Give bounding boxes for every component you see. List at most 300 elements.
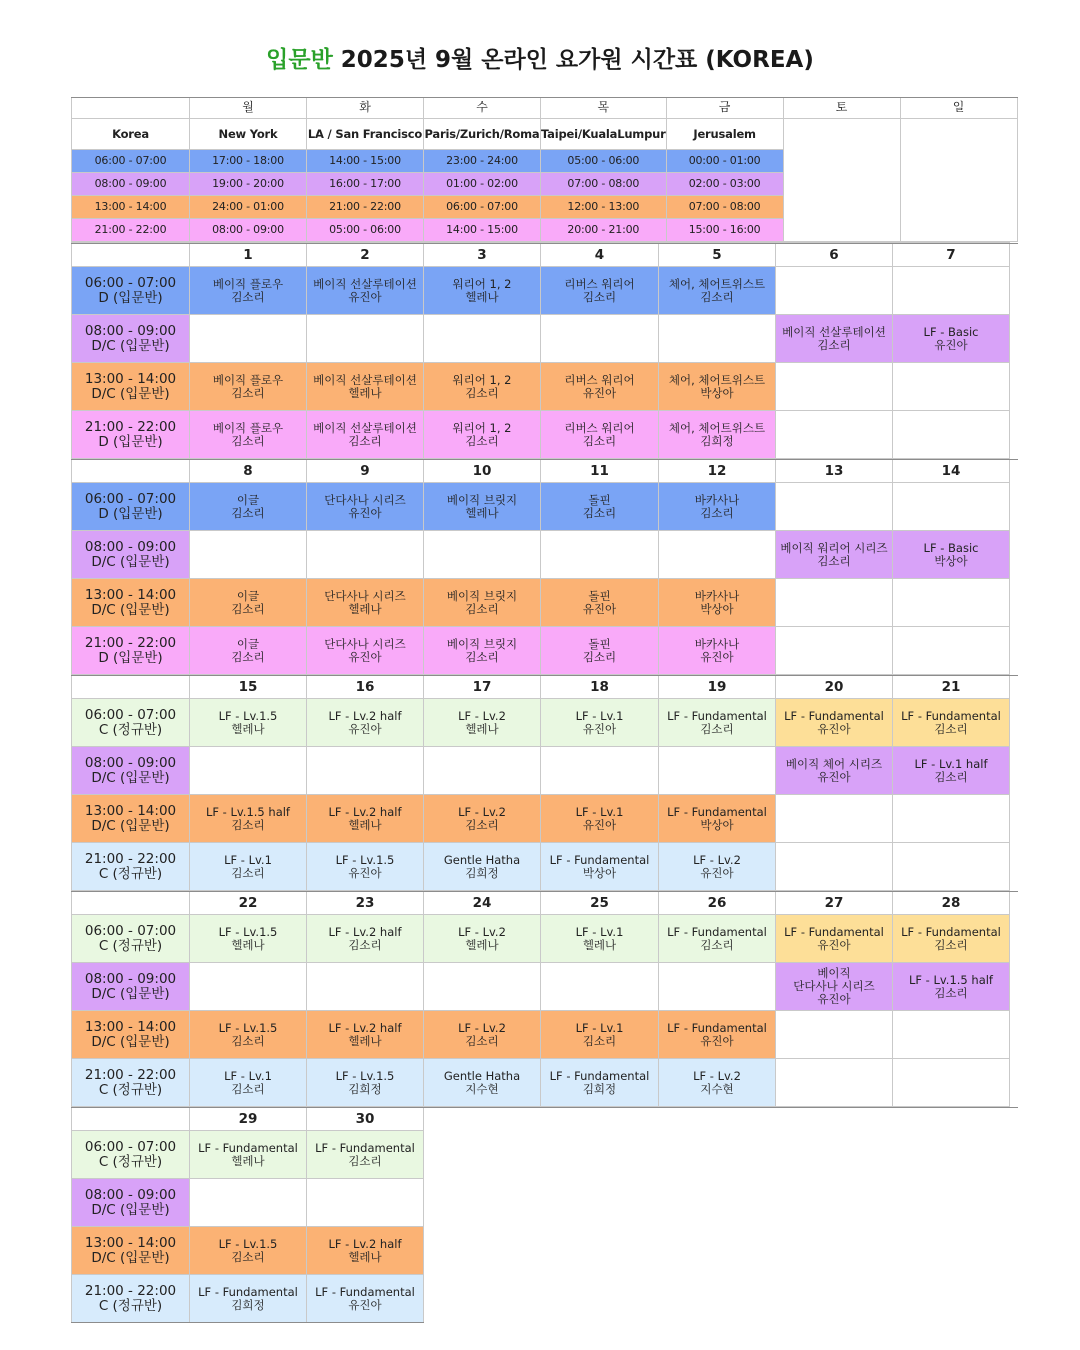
class-line: LF - Lv.1.5 xyxy=(218,924,278,939)
slot-time: 08:00 - 09:00 xyxy=(84,970,177,987)
class-cell xyxy=(659,699,776,747)
class-line: LF - Fundamental xyxy=(315,1140,415,1155)
class-cell xyxy=(307,1227,424,1275)
class-line: 김소리 xyxy=(700,289,734,304)
class-cell xyxy=(893,699,1010,747)
converted-time: 12:00 - 13:00 xyxy=(541,196,667,219)
date-number: 18 xyxy=(541,675,659,699)
schedule-table xyxy=(71,242,1010,1323)
class-line: LF - Lv.2 half xyxy=(328,1236,402,1251)
date-corner xyxy=(72,1107,190,1131)
class-cell xyxy=(424,795,541,843)
class-line: 헬레나 xyxy=(465,289,499,304)
time-slot-row xyxy=(72,363,1010,411)
class-cell xyxy=(776,531,893,579)
date-number: 2 xyxy=(307,243,424,267)
time-slot-row xyxy=(72,747,1010,795)
empty-cell xyxy=(893,1059,1010,1107)
class-cell xyxy=(424,915,541,963)
class-cell xyxy=(541,1011,659,1059)
class-cell xyxy=(190,795,307,843)
class-line: 박상아 xyxy=(934,553,968,568)
class-line: 체어, 체어트위스트 xyxy=(668,276,766,291)
class-line: 리버스 워리어 xyxy=(564,372,635,387)
slot-label xyxy=(72,267,190,315)
date-number: 20 xyxy=(776,675,893,699)
class-cell xyxy=(307,699,424,747)
slot-label xyxy=(72,1131,190,1179)
class-line: LF - Basic xyxy=(923,324,979,339)
class-line: 김소리 xyxy=(231,289,265,304)
slot-label xyxy=(72,363,190,411)
slot-time: 06:00 - 07:00 xyxy=(84,274,177,291)
class-line: 유진아 xyxy=(817,769,851,784)
class-line: LF - Fundamental xyxy=(901,708,1001,723)
empty-cell xyxy=(776,579,893,627)
class-cell xyxy=(424,843,541,891)
class-line: LF - Lv.2 half xyxy=(328,804,402,819)
class-line: 헬레나 xyxy=(231,1153,265,1168)
weekday-corner xyxy=(72,98,190,119)
empty-cell xyxy=(659,747,776,795)
slot-time: 06:00 - 07:00 xyxy=(84,1138,177,1155)
section-divider xyxy=(71,459,1018,460)
class-line: 베이직 선살루테이션 xyxy=(313,276,417,291)
class-cell xyxy=(541,795,659,843)
city-header-row xyxy=(72,119,1018,150)
class-line: 김소리 xyxy=(231,1081,265,1096)
class-cell xyxy=(541,843,659,891)
class-line: 베이직 체어 시리즈 xyxy=(785,756,883,771)
class-cell xyxy=(541,915,659,963)
class-line: LF - Fundamental xyxy=(784,708,884,723)
class-cell xyxy=(307,483,424,531)
date-number: 6 xyxy=(776,243,893,267)
slot-type: D (입문반) xyxy=(98,433,163,450)
empty-cell xyxy=(893,579,1010,627)
class-line: 바카사나 xyxy=(694,492,740,507)
converted-time: 17:00 - 18:00 xyxy=(190,150,307,173)
class-line: LF - Lv.1 xyxy=(575,804,624,819)
class-line: 체어, 체어트위스트 xyxy=(668,420,766,435)
city-header: New York xyxy=(190,119,307,150)
section-divider xyxy=(71,97,1018,98)
class-cell xyxy=(893,915,1010,963)
empty-cell xyxy=(893,795,1010,843)
class-line: LF - Lv.1 half xyxy=(914,756,988,771)
page-title xyxy=(0,40,1080,80)
class-cell xyxy=(893,747,1010,795)
class-cell xyxy=(424,267,541,315)
class-line: 지수현 xyxy=(465,1081,499,1096)
class-cell xyxy=(776,747,893,795)
class-line: 헬레나 xyxy=(348,1249,382,1264)
time-slot-row xyxy=(72,315,1010,363)
class-line: 김소리 xyxy=(582,433,617,448)
class-cell xyxy=(190,1011,307,1059)
class-line: 유진아 xyxy=(817,721,851,736)
weekend-blank xyxy=(783,119,900,242)
class-line: 박상아 xyxy=(700,601,734,616)
slot-type: C (정규반) xyxy=(98,865,163,882)
class-line: 돌핀 xyxy=(588,492,611,507)
class-cell xyxy=(307,915,424,963)
class-cell xyxy=(190,1059,307,1107)
class-line: 바카사나 xyxy=(694,588,740,603)
slot-time: 08:00 - 09:00 xyxy=(84,322,177,339)
time-slot-row xyxy=(72,531,1010,579)
class-cell xyxy=(190,1275,307,1323)
class-line: 김소리 xyxy=(700,505,734,520)
class-line: 김소리 xyxy=(465,433,499,448)
empty-cell xyxy=(424,315,541,363)
class-line: 김소리 xyxy=(348,937,382,952)
class-cell xyxy=(424,627,541,675)
class-line: 베이직 플로우 xyxy=(212,276,284,291)
date-number: 14 xyxy=(893,459,1010,483)
converted-time: 01:00 - 02:00 xyxy=(424,173,541,196)
class-line: 바카사나 xyxy=(694,636,740,651)
slot-label xyxy=(72,315,190,363)
time-slot-row xyxy=(72,483,1010,531)
class-cell xyxy=(541,579,659,627)
empty-area xyxy=(424,1107,1010,1323)
class-cell xyxy=(190,411,307,459)
empty-cell xyxy=(541,747,659,795)
time-slot-row xyxy=(72,1059,1010,1107)
date-number: 11 xyxy=(541,459,659,483)
slot-label xyxy=(72,795,190,843)
class-line: 김소리 xyxy=(465,385,499,400)
class-line: 유진아 xyxy=(817,937,851,952)
weekday-header: 화 xyxy=(307,98,424,119)
class-cell xyxy=(659,363,776,411)
city-header: Korea xyxy=(72,119,190,150)
class-line: 유진아 xyxy=(582,721,617,736)
class-cell xyxy=(424,579,541,627)
class-cell xyxy=(307,843,424,891)
date-number: 7 xyxy=(893,243,1010,267)
class-line: 베이직 워리어 시리즈 xyxy=(780,540,888,555)
weekday-header: 수 xyxy=(424,98,541,119)
empty-cell xyxy=(307,963,424,1011)
class-line: 유진아 xyxy=(348,289,382,304)
date-corner xyxy=(72,243,190,267)
class-line: LF - Lv.2 half xyxy=(328,1020,402,1035)
weekday-header: 월 xyxy=(190,98,307,119)
class-cell xyxy=(541,627,659,675)
date-number: 8 xyxy=(190,459,307,483)
slot-label xyxy=(72,1179,190,1227)
slot-type: D/C (입문반) xyxy=(91,1201,170,1218)
slot-time: 21:00 - 22:00 xyxy=(84,1066,177,1083)
date-number: 16 xyxy=(307,675,424,699)
class-line: 김소리 xyxy=(231,601,265,616)
class-cell xyxy=(659,795,776,843)
class-line: LF - Lv.2 xyxy=(458,924,506,939)
date-number: 3 xyxy=(424,243,541,267)
class-line: 김희정 xyxy=(700,433,734,448)
date-header-row xyxy=(72,891,1010,915)
class-cell xyxy=(893,963,1010,1011)
class-cell xyxy=(893,531,1010,579)
slot-time: 13:00 - 14:00 xyxy=(84,1234,177,1251)
slot-type: C (정규반) xyxy=(98,1297,163,1314)
class-line: LF - Lv.2 xyxy=(693,852,741,867)
date-number: 21 xyxy=(893,675,1010,699)
empty-cell xyxy=(190,1179,307,1227)
class-line: LF - Lv.2 xyxy=(458,804,506,819)
class-cell xyxy=(190,699,307,747)
class-line: 김희정 xyxy=(465,865,499,880)
empty-cell xyxy=(541,315,659,363)
class-line: LF - Lv.1 xyxy=(575,708,624,723)
slot-time: 08:00 - 09:00 xyxy=(84,538,177,555)
class-line: 김희정 xyxy=(582,1081,617,1096)
date-number: 15 xyxy=(190,675,307,699)
class-line: 헬레나 xyxy=(582,937,617,952)
slot-label xyxy=(72,531,190,579)
class-line: 김소리 xyxy=(231,505,265,520)
slot-time: 06:00 - 07:00 xyxy=(84,706,177,723)
class-cell xyxy=(424,363,541,411)
date-header-row xyxy=(72,459,1010,483)
converted-time: 07:00 - 08:00 xyxy=(666,196,783,219)
class-line: 유진아 xyxy=(348,649,382,664)
class-cell xyxy=(307,363,424,411)
converted-time: 05:00 - 06:00 xyxy=(307,219,424,242)
converted-time: 13:00 - 14:00 xyxy=(72,196,190,219)
weekday-header: 목 xyxy=(541,98,667,119)
empty-cell xyxy=(190,963,307,1011)
class-cell xyxy=(307,627,424,675)
slot-time: 13:00 - 14:00 xyxy=(84,370,177,387)
class-line: 유진아 xyxy=(700,649,734,664)
slot-time: 13:00 - 14:00 xyxy=(84,586,177,603)
class-line: 박상아 xyxy=(700,817,734,832)
class-line: 워리어 1, 2 xyxy=(452,372,512,387)
class-line: 단다사나 시리즈 xyxy=(793,979,875,993)
slot-type: C (정규반) xyxy=(98,937,163,954)
empty-cell xyxy=(307,315,424,363)
class-line: 유진아 xyxy=(817,992,851,1006)
class-cell xyxy=(307,1059,424,1107)
converted-time: 23:00 - 24:00 xyxy=(424,150,541,173)
class-line: 단다사나 시리즈 xyxy=(324,588,406,603)
date-number: 12 xyxy=(659,459,776,483)
time-slot-row xyxy=(72,795,1010,843)
converted-time: 24:00 - 01:00 xyxy=(190,196,307,219)
empty-cell xyxy=(893,843,1010,891)
class-line: 김소리 xyxy=(465,817,499,832)
class-cell xyxy=(190,363,307,411)
empty-cell xyxy=(776,843,893,891)
class-line: 단다사나 시리즈 xyxy=(324,636,406,651)
class-line: LF - Lv.2 xyxy=(693,1068,741,1083)
slot-type: D/C (입문반) xyxy=(91,337,170,354)
class-line: 김소리 xyxy=(934,721,968,736)
class-line: LF - Lv.1.5 xyxy=(218,1236,278,1251)
class-line: 이글 xyxy=(236,588,260,603)
class-line: 김소리 xyxy=(348,433,382,448)
class-line: LF - Fundamental xyxy=(667,708,767,723)
class-line: 리버스 워리어 xyxy=(564,420,635,435)
class-cell xyxy=(307,1011,424,1059)
class-cell xyxy=(659,579,776,627)
slot-time: 21:00 - 22:00 xyxy=(84,850,177,867)
converted-time: 21:00 - 22:00 xyxy=(72,219,190,242)
class-line: 베이직 선살루테이션 xyxy=(782,324,886,339)
slot-label xyxy=(72,963,190,1011)
slot-time: 08:00 - 09:00 xyxy=(84,1186,177,1203)
date-number: 19 xyxy=(659,675,776,699)
slot-label xyxy=(72,843,190,891)
slot-type: D/C (입문반) xyxy=(91,769,170,786)
slot-label xyxy=(72,699,190,747)
class-line: 베이직 브릿지 xyxy=(446,492,518,507)
section-divider xyxy=(71,243,1018,244)
empty-cell xyxy=(190,531,307,579)
class-line: LF - Lv.2 xyxy=(458,708,506,723)
class-line: 김희정 xyxy=(231,1297,265,1312)
class-cell xyxy=(776,963,893,1011)
weekday-header-row xyxy=(72,98,1018,119)
slot-time: 06:00 - 07:00 xyxy=(84,490,177,507)
date-number: 25 xyxy=(541,891,659,915)
class-line: 김소리 xyxy=(700,937,734,952)
time-slot-row xyxy=(72,1011,1010,1059)
class-line: LF - Fundamental xyxy=(667,1020,767,1035)
schedule-sheet xyxy=(71,97,1018,1323)
empty-cell xyxy=(893,267,1010,315)
slot-type: C (정규반) xyxy=(98,1081,163,1098)
date-number: 17 xyxy=(424,675,541,699)
class-line: 김희정 xyxy=(348,1081,382,1096)
empty-cell xyxy=(776,1059,893,1107)
slot-time: 21:00 - 22:00 xyxy=(84,1282,177,1299)
class-line: 김소리 xyxy=(231,817,265,832)
class-line: 베이직 플로우 xyxy=(212,420,284,435)
class-line: 김소리 xyxy=(817,337,851,352)
class-line: LF - Lv.1 xyxy=(575,1020,624,1035)
date-number: 23 xyxy=(307,891,424,915)
slot-label xyxy=(72,411,190,459)
class-line: 베이직 선살루테이션 xyxy=(313,420,417,435)
class-line: 이글 xyxy=(236,492,260,507)
empty-cell xyxy=(659,963,776,1011)
class-cell xyxy=(541,483,659,531)
date-number: 10 xyxy=(424,459,541,483)
empty-cell xyxy=(307,1179,424,1227)
time-slot-row xyxy=(72,267,1010,315)
converted-time: 06:00 - 07:00 xyxy=(72,150,190,173)
class-line: 김소리 xyxy=(582,289,617,304)
class-cell xyxy=(424,411,541,459)
class-line: 유진아 xyxy=(348,1297,382,1312)
class-line: LF - Lv.1.5 half xyxy=(909,972,993,987)
slot-type: D/C (입문반) xyxy=(91,601,170,618)
class-cell xyxy=(893,315,1010,363)
class-line: 단다사나 시리즈 xyxy=(324,492,406,507)
timezone-table xyxy=(71,97,1018,242)
slot-label xyxy=(72,483,190,531)
slot-type: C (정규반) xyxy=(98,721,163,738)
slot-label xyxy=(72,1275,190,1323)
class-line: 유진아 xyxy=(348,721,382,736)
converted-time: 02:00 - 03:00 xyxy=(666,173,783,196)
class-cell xyxy=(307,1275,424,1323)
class-line: 돌핀 xyxy=(588,588,611,603)
empty-cell xyxy=(776,267,893,315)
class-line: 박상아 xyxy=(582,865,617,880)
date-header-row xyxy=(72,675,1010,699)
class-line: 워리어 1, 2 xyxy=(452,420,512,435)
class-line: 김소리 xyxy=(934,985,968,1000)
class-line: 워리어 1, 2 xyxy=(452,276,512,291)
converted-time: 20:00 - 21:00 xyxy=(541,219,667,242)
class-cell xyxy=(776,699,893,747)
slot-type: D (입문반) xyxy=(98,289,163,306)
empty-cell xyxy=(190,315,307,363)
date-corner xyxy=(72,459,190,483)
time-slot-row xyxy=(72,963,1010,1011)
class-line: 유진아 xyxy=(700,1033,734,1048)
class-line: LF - Fundamental xyxy=(315,1284,415,1299)
title-text: 2025년 9월 온라인 요가원 시간표 (KOREA) xyxy=(332,47,814,73)
class-line: 김소리 xyxy=(582,649,617,664)
date-number: 22 xyxy=(190,891,307,915)
class-line: 유진아 xyxy=(700,865,734,880)
class-cell xyxy=(541,363,659,411)
date-number: 1 xyxy=(190,243,307,267)
class-line: 유진아 xyxy=(934,337,968,352)
class-line: 김소리 xyxy=(582,505,617,520)
date-number: 29 xyxy=(190,1107,307,1131)
class-line: LF - Lv.2 half xyxy=(328,924,402,939)
class-cell xyxy=(659,843,776,891)
empty-cell xyxy=(659,315,776,363)
class-line: LF - Fundamental xyxy=(667,804,767,819)
class-line: Gentle Hatha xyxy=(443,1068,521,1083)
empty-cell xyxy=(776,363,893,411)
class-line: 김소리 xyxy=(231,385,265,400)
date-corner xyxy=(72,891,190,915)
slot-time: 06:00 - 07:00 xyxy=(84,922,177,939)
class-line: 김소리 xyxy=(231,1033,265,1048)
class-line: 김소리 xyxy=(817,553,851,568)
class-line: 김소리 xyxy=(934,937,968,952)
slot-type: D/C (입문반) xyxy=(91,385,170,402)
time-slot-row xyxy=(72,411,1010,459)
converted-time: 08:00 - 09:00 xyxy=(190,219,307,242)
converted-time: 15:00 - 16:00 xyxy=(666,219,783,242)
class-line: 김소리 xyxy=(465,1033,499,1048)
class-cell xyxy=(424,483,541,531)
date-header-row xyxy=(72,1107,1010,1131)
converted-time: 07:00 - 08:00 xyxy=(541,173,667,196)
converted-time: 21:00 - 22:00 xyxy=(307,196,424,219)
time-slot-row xyxy=(72,915,1010,963)
slot-time: 21:00 - 22:00 xyxy=(84,418,177,435)
class-line: 헬레나 xyxy=(348,601,382,616)
class-cell xyxy=(190,483,307,531)
weekday-header: 금 xyxy=(666,98,783,119)
class-line: 김소리 xyxy=(231,433,265,448)
section-divider xyxy=(71,891,1018,892)
class-line: 베이직 브릿지 xyxy=(446,636,518,651)
class-cell xyxy=(190,267,307,315)
slot-type: C (정규반) xyxy=(98,1153,163,1170)
